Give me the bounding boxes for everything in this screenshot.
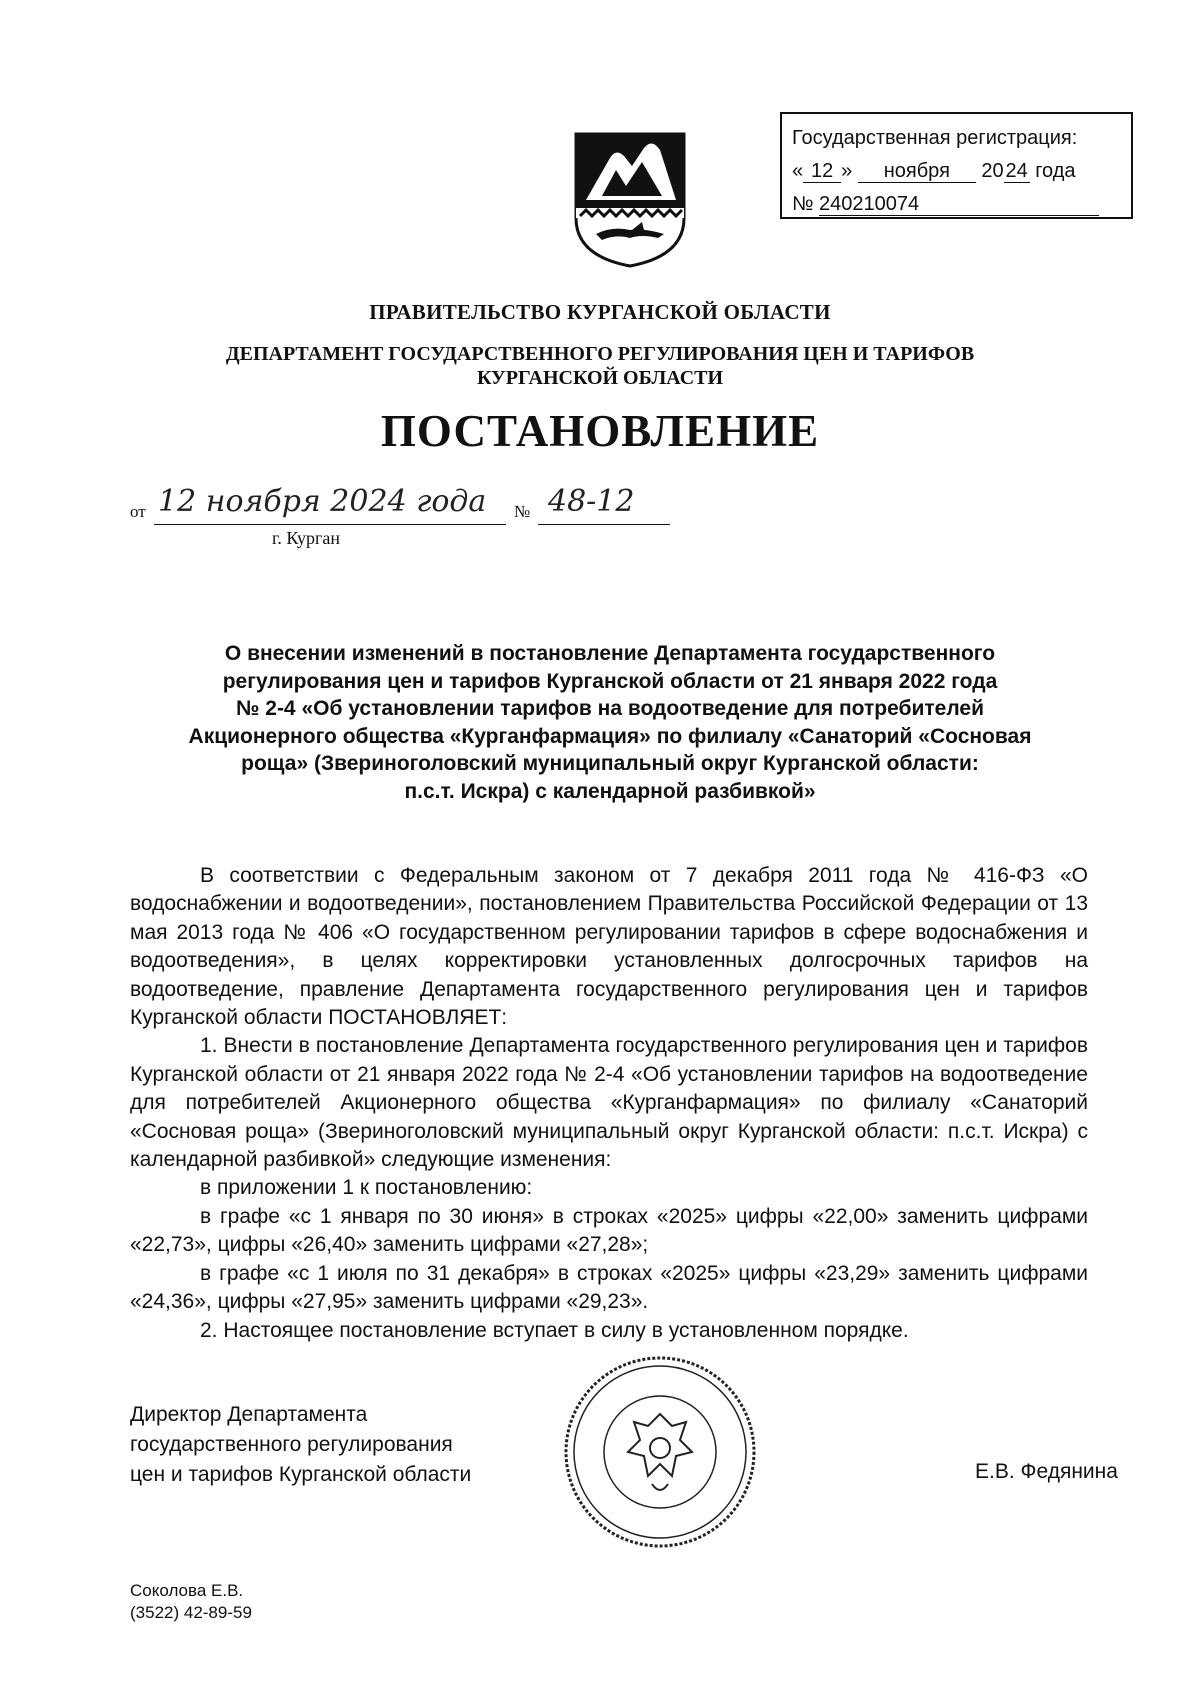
executor-phone: (3522) 42-89-59 [130, 1603, 252, 1622]
title-line: п.с.т. Искра) с календарной разбивкой» [404, 779, 816, 803]
title-line: роща» (Звериноголовский муниципальный округ Курганской области: [241, 752, 979, 775]
document-title [130, 640, 1090, 805]
department-heading-line2: КУРГАНСКОЙ ОБЛАСТИ [476, 367, 724, 389]
body-paragraph-appendix: в приложении 1 к постановлению: [200, 1176, 533, 1200]
registration-number-line [792, 188, 1121, 221]
body-paragraph-item2: 2. Настоящее постановление вступает в силу в установленном порядке. [200, 1318, 909, 1342]
official-seal-icon [560, 1352, 760, 1552]
city-label: г. Курган [272, 528, 341, 548]
registration-date: « 12 » ноября 2024 года [792, 160, 1076, 182]
position-line2: государственного регулирования [130, 1433, 453, 1456]
position-line1: Директор Департамента [130, 1403, 368, 1426]
document-type-heading: ПОСТАНОВЛЕНИЕ [380, 406, 820, 456]
registration-number: 240210074 [819, 193, 1099, 216]
number-underline [538, 524, 670, 525]
registration-label: Государственная регистрация: [792, 127, 1078, 149]
registration-number-label: № [792, 193, 814, 215]
document-body [130, 862, 1088, 1345]
body-paragraph-change1: в графе «с 1 января по 30 июня» в строках «2025» цифры «22,00» заменить цифрами «22,73», цифры «26,40» заменить цифрами «27,28»; [130, 1204, 1088, 1257]
registration-year-suffix: 24 [1005, 160, 1028, 182]
number-label: № [514, 502, 531, 521]
department-heading [150, 342, 1050, 390]
date-number-line [130, 484, 670, 548]
signatory-name: Е.В. Федянина [975, 1460, 1118, 1483]
signatory-position [130, 1400, 471, 1490]
body-paragraph-item1: 1. Внести в постановление Департамента государственного регулирования цен и тарифов Курганской области от 21 января 2022 года № 2-4 «Об установлении тарифов на водоотведение для потребителей Акционерного общества «Курганфармация» по филиалу «Санаторий «Сосновая роща» (Звериноголовский муниципальный округ Курганской области: п.с.т. Искра) с календарной разбивкой» следующие изменения: [130, 1034, 1088, 1172]
registration-day: 12 [803, 160, 841, 183]
government-heading: ПРАВИТЕЛЬСТВО КУРГАНСКОЙ ОБЛАСТИ [369, 300, 831, 324]
coat-of-arms-icon [572, 130, 688, 270]
title-line: регулирования цен и тарифов Курганской области от 21 января 2022 года [222, 669, 998, 693]
title-line: О внесении изменений в постановление Департамента государственного [224, 642, 996, 665]
registration-year-prefix: 20 [981, 160, 1004, 182]
position-line3: цен и тарифов Курганской области [130, 1463, 472, 1486]
body-paragraph-change2: в графе «с 1 июля по 31 декабря» в строках «2025» цифры «23,29» заменить цифрами «24,36», цифры «27,95» заменить цифрами «29,23». [130, 1261, 1088, 1314]
handwritten-number: 48-12 [548, 484, 635, 519]
executor-info [130, 1580, 252, 1624]
title-line: № 2-4 «Об установлении тарифов на водоотведение для потребителей [236, 697, 984, 720]
body-paragraph-preamble: В соответствии с Федеральным законом от 7 декабря 2011 года № 416-ФЗ «О водоснабжении и водоотведении», постановлением Правительства Российской Федерации от 13 мая 2013 года № 406 «О государственном регулировании тарифов в сфере водоснабжения и водоотведения», в целях корректировки установленных долгосрочных тарифов на водоотведение, правление Департамента государственного регулирования цен и тарифов Курганской области ПОСТАНОВЛЯЕТ: [130, 864, 1088, 1030]
handwritten-date: 12 ноября 2024 года [158, 484, 487, 519]
registration-box [780, 112, 1133, 219]
registration-month: ноября [858, 160, 976, 183]
date-underline [154, 524, 506, 525]
title-line: Акционерного общества «Курганфармация» по филиалу «Санаторий «Сосновая [188, 724, 1032, 748]
from-label: от [130, 502, 146, 521]
executor-name: Соколова Е.В. [130, 1581, 244, 1600]
department-heading-line1: ДЕПАРТАМЕНТ ГОСУДАРСТВЕННОГО РЕГУЛИРОВАНИЯ ЦЕН И ТАРИФОВ [225, 343, 975, 365]
registration-year-word: года [1035, 160, 1076, 182]
